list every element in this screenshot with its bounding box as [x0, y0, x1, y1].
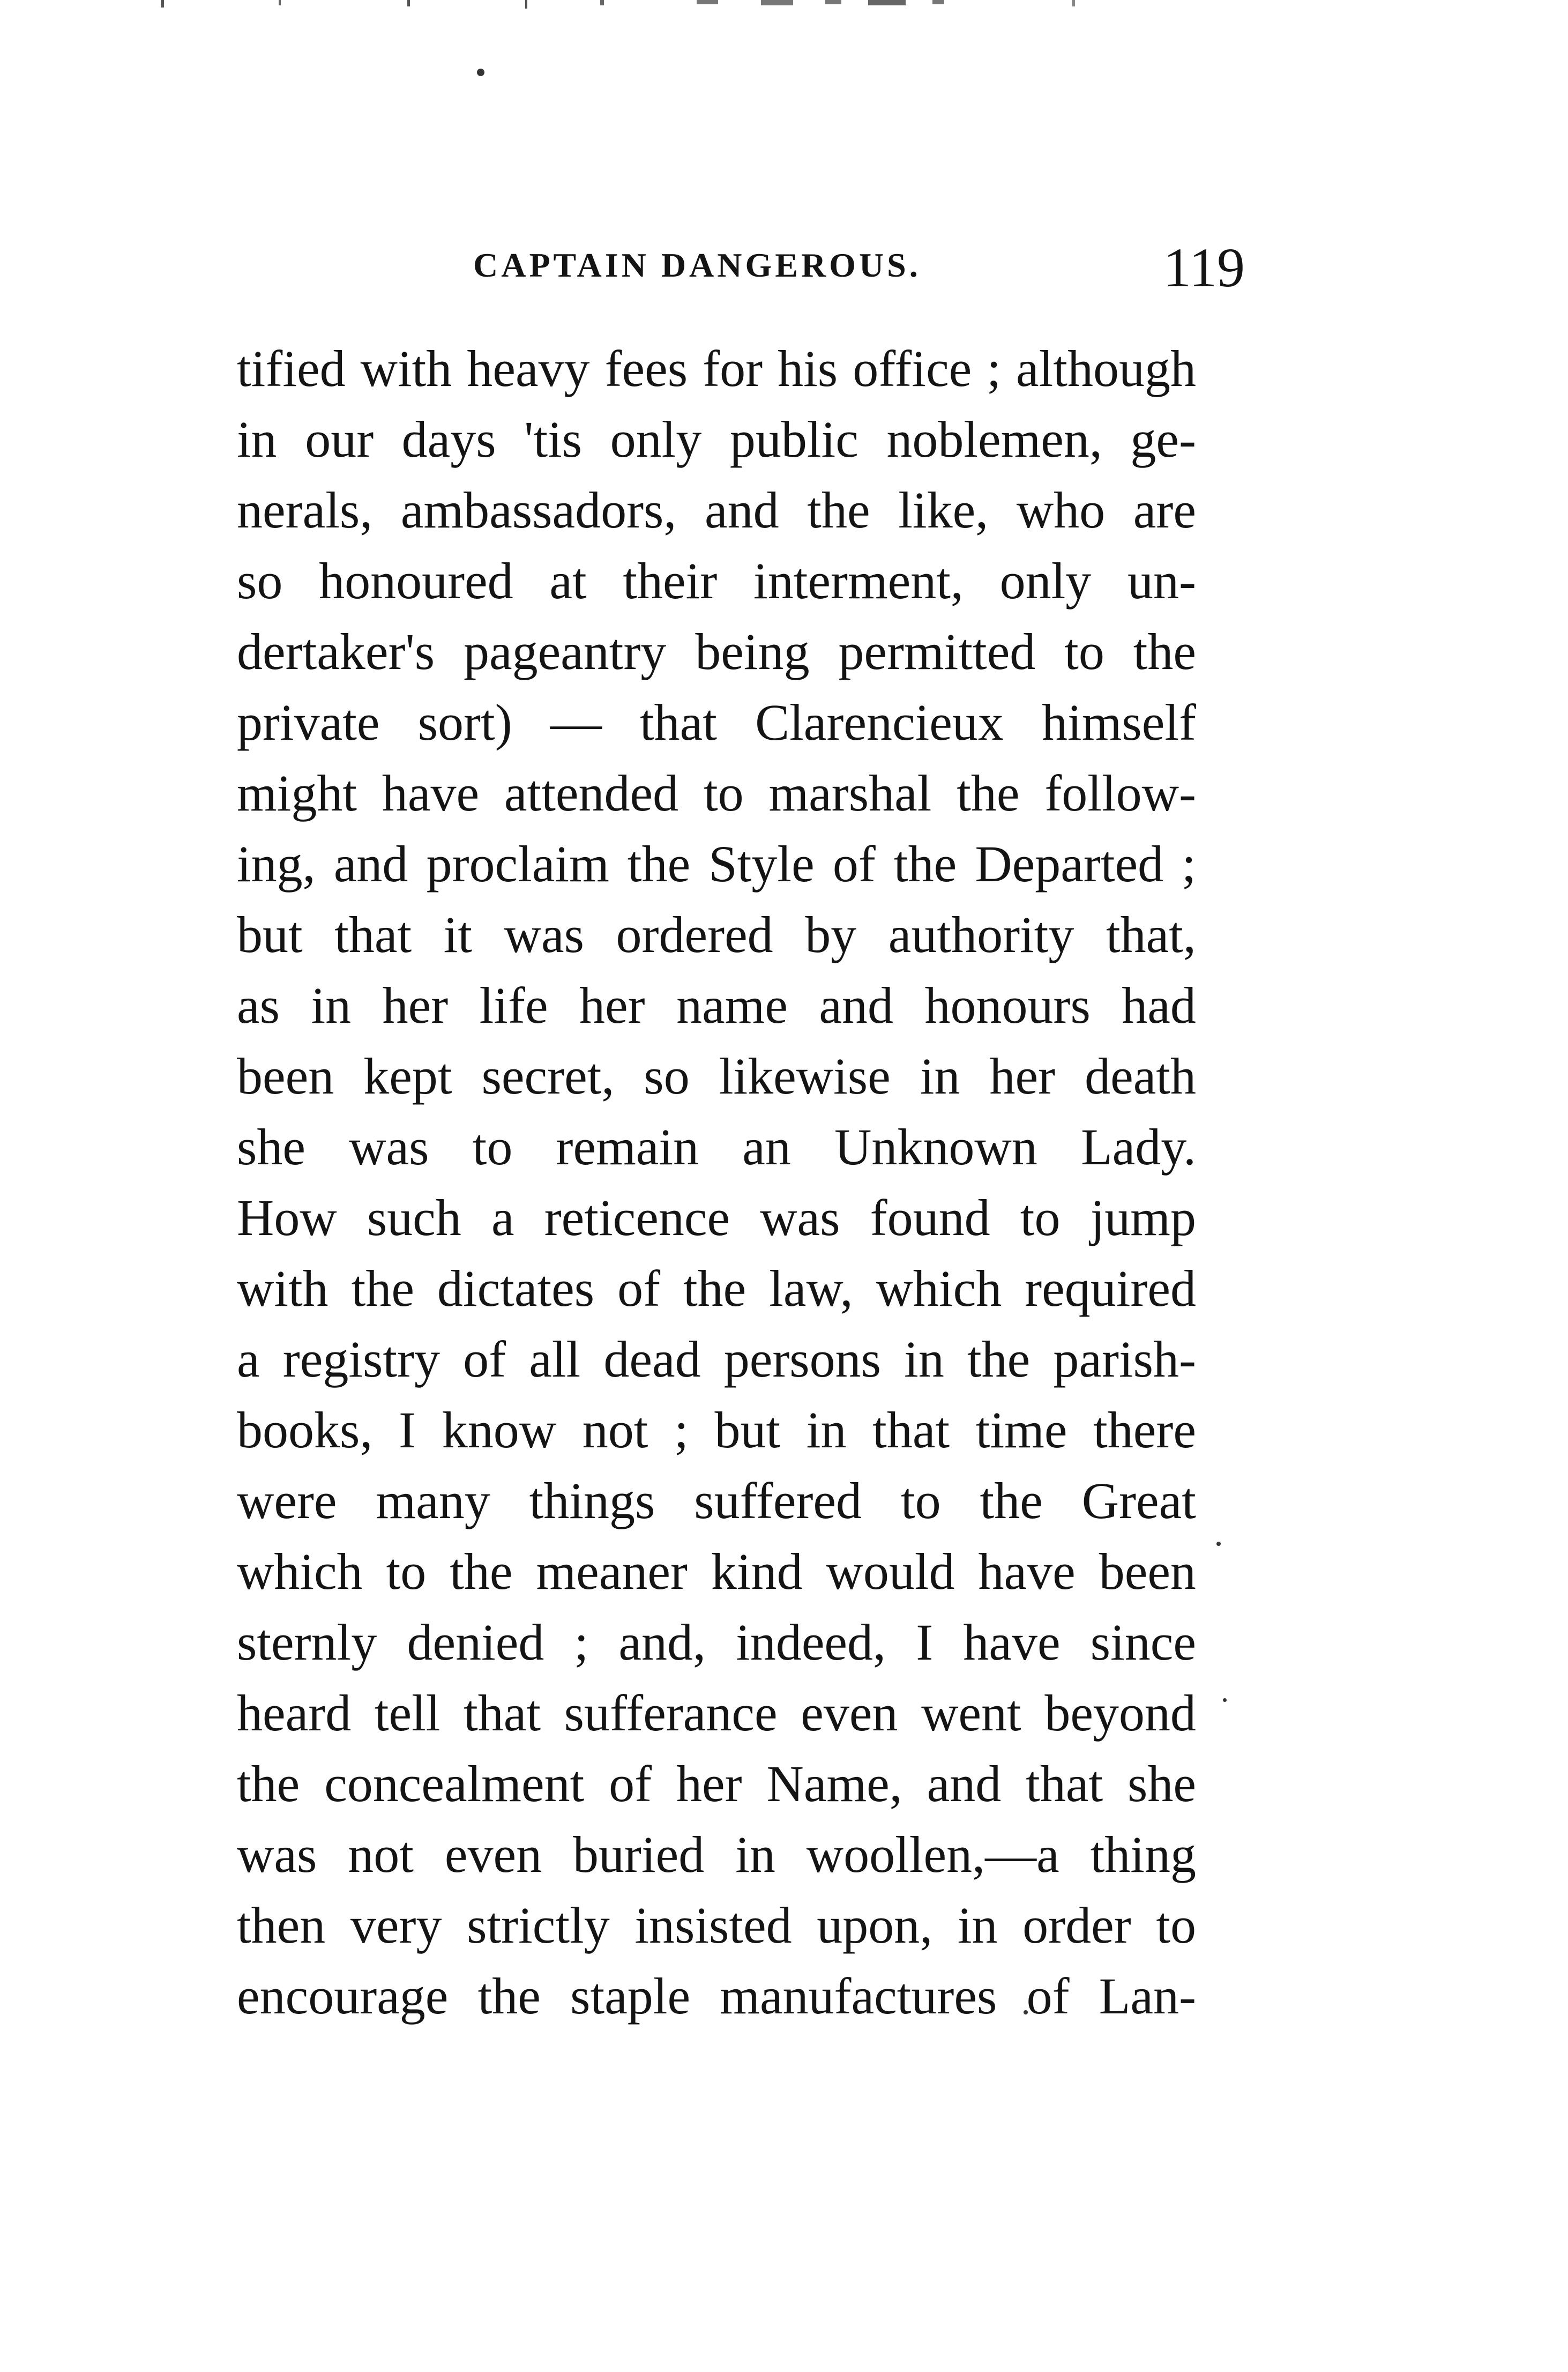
- word: How: [237, 1189, 337, 1246]
- word: time: [975, 1401, 1067, 1459]
- word: was: [349, 1118, 429, 1176]
- word: sufferance: [564, 1684, 778, 1742]
- word: in: [806, 1401, 847, 1459]
- word: —: [550, 694, 602, 751]
- word: the: [967, 1330, 1031, 1388]
- scan-speck: [1223, 1698, 1227, 1702]
- word: she: [237, 1118, 305, 1176]
- word: to: [900, 1472, 941, 1529]
- word: although: [1016, 340, 1196, 397]
- running-title: CAPTAIN DANGEROUS.: [473, 246, 921, 284]
- word: meaner: [536, 1543, 688, 1600]
- word: I: [916, 1613, 934, 1671]
- word: and: [333, 835, 408, 893]
- word: office: [853, 340, 972, 397]
- word: reticence: [544, 1189, 730, 1246]
- word: the: [237, 1755, 300, 1812]
- text-line: [237, 1112, 1196, 1183]
- word: beyond: [1044, 1684, 1196, 1742]
- scan-speck: [1216, 1542, 1221, 1546]
- word: tell: [374, 1684, 440, 1742]
- word: jump: [1090, 1189, 1196, 1246]
- word: follow-: [1044, 764, 1196, 822]
- word: the: [477, 1967, 541, 2025]
- word: ;: [1182, 835, 1196, 893]
- word: honoured: [319, 552, 513, 609]
- word: were: [237, 1472, 337, 1529]
- word: marshal: [768, 764, 932, 822]
- word: a: [491, 1189, 514, 1246]
- word: ;: [574, 1613, 589, 1671]
- word: likewise: [719, 1047, 891, 1105]
- word: her: [382, 977, 449, 1034]
- word: in: [904, 1330, 944, 1388]
- text-line: [237, 1961, 1196, 2032]
- word: secret,: [481, 1047, 615, 1105]
- word: in: [237, 411, 277, 468]
- word: name: [676, 977, 788, 1034]
- text-line: [237, 1253, 1196, 1324]
- word: himself: [1042, 694, 1196, 751]
- word: know: [442, 1401, 557, 1459]
- word: of: [617, 1260, 661, 1317]
- text-line: [237, 616, 1196, 687]
- word: being: [695, 623, 810, 680]
- word: life: [479, 977, 548, 1034]
- word: even: [801, 1684, 898, 1742]
- word: of: [463, 1330, 506, 1388]
- word: registry: [282, 1330, 440, 1388]
- word: Great: [1081, 1472, 1196, 1529]
- word: by: [805, 906, 857, 963]
- word: then: [237, 1897, 326, 1954]
- word: ordered: [616, 906, 773, 963]
- word: kept: [363, 1047, 452, 1105]
- word: ;: [674, 1401, 689, 1459]
- word: kind: [711, 1543, 803, 1600]
- word: found: [870, 1189, 990, 1246]
- word: required: [1025, 1260, 1196, 1317]
- text-line: [237, 1678, 1196, 1749]
- word: have: [382, 764, 480, 822]
- word: a: [237, 1330, 260, 1388]
- running-head: [473, 236, 1245, 300]
- text-line: [237, 475, 1196, 546]
- word: heavy: [467, 340, 590, 397]
- body-text: [237, 333, 1196, 2032]
- word: with: [360, 340, 452, 397]
- word: and: [927, 1755, 1002, 1812]
- word: would: [826, 1543, 955, 1600]
- word: heard: [237, 1684, 352, 1742]
- word: the: [957, 764, 1020, 822]
- word: noblemen,: [886, 411, 1102, 468]
- word: not: [348, 1826, 414, 1883]
- word: things: [529, 1472, 655, 1529]
- word: it: [443, 906, 473, 963]
- word: nerals,: [237, 481, 373, 539]
- text-line: [237, 687, 1196, 758]
- word: that: [639, 694, 717, 751]
- word: our: [305, 411, 374, 468]
- word: of: [609, 1755, 652, 1812]
- word: the: [980, 1472, 1043, 1529]
- text-line: [237, 1183, 1196, 1253]
- word: denied: [407, 1613, 544, 1671]
- word: was: [237, 1826, 317, 1883]
- word: to: [472, 1118, 513, 1176]
- text-line: [237, 546, 1196, 616]
- word: the: [807, 481, 870, 539]
- word: the: [683, 1260, 746, 1317]
- word: her: [989, 1047, 1056, 1105]
- text-line: [237, 899, 1196, 970]
- word: ambassadors,: [400, 481, 677, 539]
- word: upon,: [817, 1897, 933, 1954]
- word: pageantry: [463, 623, 667, 680]
- word: fees: [604, 340, 688, 397]
- word: the: [351, 1260, 414, 1317]
- word: ge-: [1130, 411, 1196, 468]
- word: only: [610, 411, 702, 468]
- word: that: [464, 1684, 541, 1742]
- scan-speck: [477, 69, 484, 76]
- word: parish-: [1053, 1330, 1196, 1388]
- word: books,: [237, 1401, 373, 1459]
- word: manufactures: [720, 1967, 997, 2025]
- word: to: [386, 1543, 427, 1600]
- text-line: [237, 1395, 1196, 1466]
- word: and,: [618, 1613, 706, 1671]
- word: which: [237, 1543, 363, 1600]
- word: which: [876, 1260, 1002, 1317]
- word: Style: [708, 835, 815, 893]
- word: of: [832, 835, 876, 893]
- word: in: [735, 1826, 775, 1883]
- text-line: [237, 333, 1196, 404]
- word: order: [1022, 1897, 1131, 1954]
- word: had: [1122, 977, 1196, 1034]
- word: and: [705, 481, 779, 539]
- word: I: [399, 1401, 416, 1459]
- word: are: [1133, 481, 1196, 539]
- word: persons: [723, 1330, 881, 1388]
- word: her: [676, 1755, 742, 1812]
- word: dictates: [437, 1260, 595, 1317]
- word: attended: [504, 764, 679, 822]
- text-line: [237, 829, 1196, 899]
- text-line: [237, 1819, 1196, 1890]
- word: Unknown: [834, 1118, 1037, 1176]
- word: have: [978, 1543, 1076, 1600]
- word: the: [1133, 623, 1196, 680]
- word: with: [237, 1260, 328, 1317]
- text-line: [237, 1607, 1196, 1678]
- text-line: [237, 1749, 1196, 1819]
- word: encourage: [237, 1967, 449, 2025]
- word: that: [872, 1401, 950, 1459]
- word: suffered: [694, 1472, 862, 1529]
- page-number: 119: [1163, 237, 1245, 299]
- text-line: [237, 758, 1196, 829]
- word: she: [1128, 1755, 1196, 1812]
- word: that,: [1106, 906, 1196, 963]
- word: the: [627, 835, 691, 893]
- word: so: [237, 552, 283, 609]
- word: might: [237, 764, 357, 822]
- text-line: [237, 1466, 1196, 1536]
- word: buried: [573, 1826, 705, 1883]
- word: interment,: [753, 552, 964, 609]
- word: ing,: [237, 835, 316, 893]
- word: an: [742, 1118, 791, 1176]
- word: insisted: [634, 1897, 792, 1954]
- word: public: [729, 411, 858, 468]
- word: as: [237, 977, 280, 1034]
- word: the: [450, 1543, 513, 1600]
- word: proclaim: [426, 835, 609, 893]
- word: such: [367, 1189, 461, 1246]
- word: tified: [237, 340, 346, 397]
- word: thing: [1090, 1826, 1196, 1883]
- word: death: [1085, 1047, 1196, 1105]
- word: very: [350, 1897, 442, 1954]
- word: sort): [417, 694, 512, 751]
- word: sternly: [237, 1613, 377, 1671]
- word: to: [1064, 623, 1104, 680]
- word: his: [778, 340, 838, 397]
- word: permitted: [838, 623, 1036, 680]
- word: un-: [1128, 552, 1196, 609]
- word: Lan-: [1099, 1967, 1196, 2025]
- word: in: [920, 1047, 960, 1105]
- word: there: [1093, 1401, 1196, 1459]
- word: Lady.: [1080, 1118, 1196, 1176]
- text-line: [237, 1536, 1196, 1607]
- word: was: [504, 906, 584, 963]
- word: the: [893, 835, 957, 893]
- word: concealment: [324, 1755, 585, 1812]
- word: but: [714, 1401, 781, 1459]
- word: and: [819, 977, 894, 1034]
- word: private: [237, 694, 380, 751]
- word: days: [401, 411, 496, 468]
- word: in: [957, 1897, 998, 1954]
- word: strictly: [467, 1897, 610, 1954]
- word: dertaker's: [237, 623, 435, 680]
- word: Departed: [975, 835, 1164, 893]
- word: ;: [987, 340, 1001, 397]
- word: been: [237, 1047, 334, 1105]
- word: indeed,: [736, 1613, 886, 1671]
- word: even: [444, 1826, 542, 1883]
- word: to: [1156, 1897, 1196, 1954]
- word: dead: [603, 1330, 701, 1388]
- word: Name,: [766, 1755, 902, 1812]
- word: went: [921, 1684, 1021, 1742]
- word: but: [237, 906, 303, 963]
- word: of: [1026, 1967, 1070, 2025]
- text-line: [237, 404, 1196, 475]
- word: remain: [556, 1118, 699, 1176]
- word: all: [529, 1330, 581, 1388]
- word: their: [623, 552, 718, 609]
- word: since: [1090, 1613, 1196, 1671]
- word: have: [963, 1613, 1061, 1671]
- word: honours: [924, 977, 1091, 1034]
- word: that: [1026, 1755, 1103, 1812]
- word: like,: [898, 481, 989, 539]
- word: many: [376, 1472, 490, 1529]
- word: her: [579, 977, 645, 1034]
- word: so: [644, 1047, 690, 1105]
- word: in: [311, 977, 352, 1034]
- word: law,: [769, 1260, 853, 1317]
- word: authority: [888, 906, 1074, 963]
- word: to: [1020, 1189, 1061, 1246]
- text-line: [237, 1041, 1196, 1112]
- word: not: [582, 1401, 648, 1459]
- word: woollen,—a: [806, 1826, 1059, 1883]
- word: was: [760, 1189, 840, 1246]
- word: to: [703, 764, 744, 822]
- word: staple: [570, 1967, 691, 2025]
- text-line: [237, 1324, 1196, 1395]
- word: Clarencieux: [755, 694, 1004, 751]
- word: been: [1099, 1543, 1196, 1600]
- text-line: [237, 1890, 1196, 1961]
- word: 'tis: [524, 411, 583, 468]
- word: who: [1016, 481, 1106, 539]
- scan-top-edge-marks: [0, 0, 1568, 12]
- word: only: [999, 552, 1092, 609]
- word: that: [334, 906, 412, 963]
- text-line: [237, 970, 1196, 1041]
- word: for: [703, 340, 763, 397]
- word: at: [549, 552, 587, 609]
